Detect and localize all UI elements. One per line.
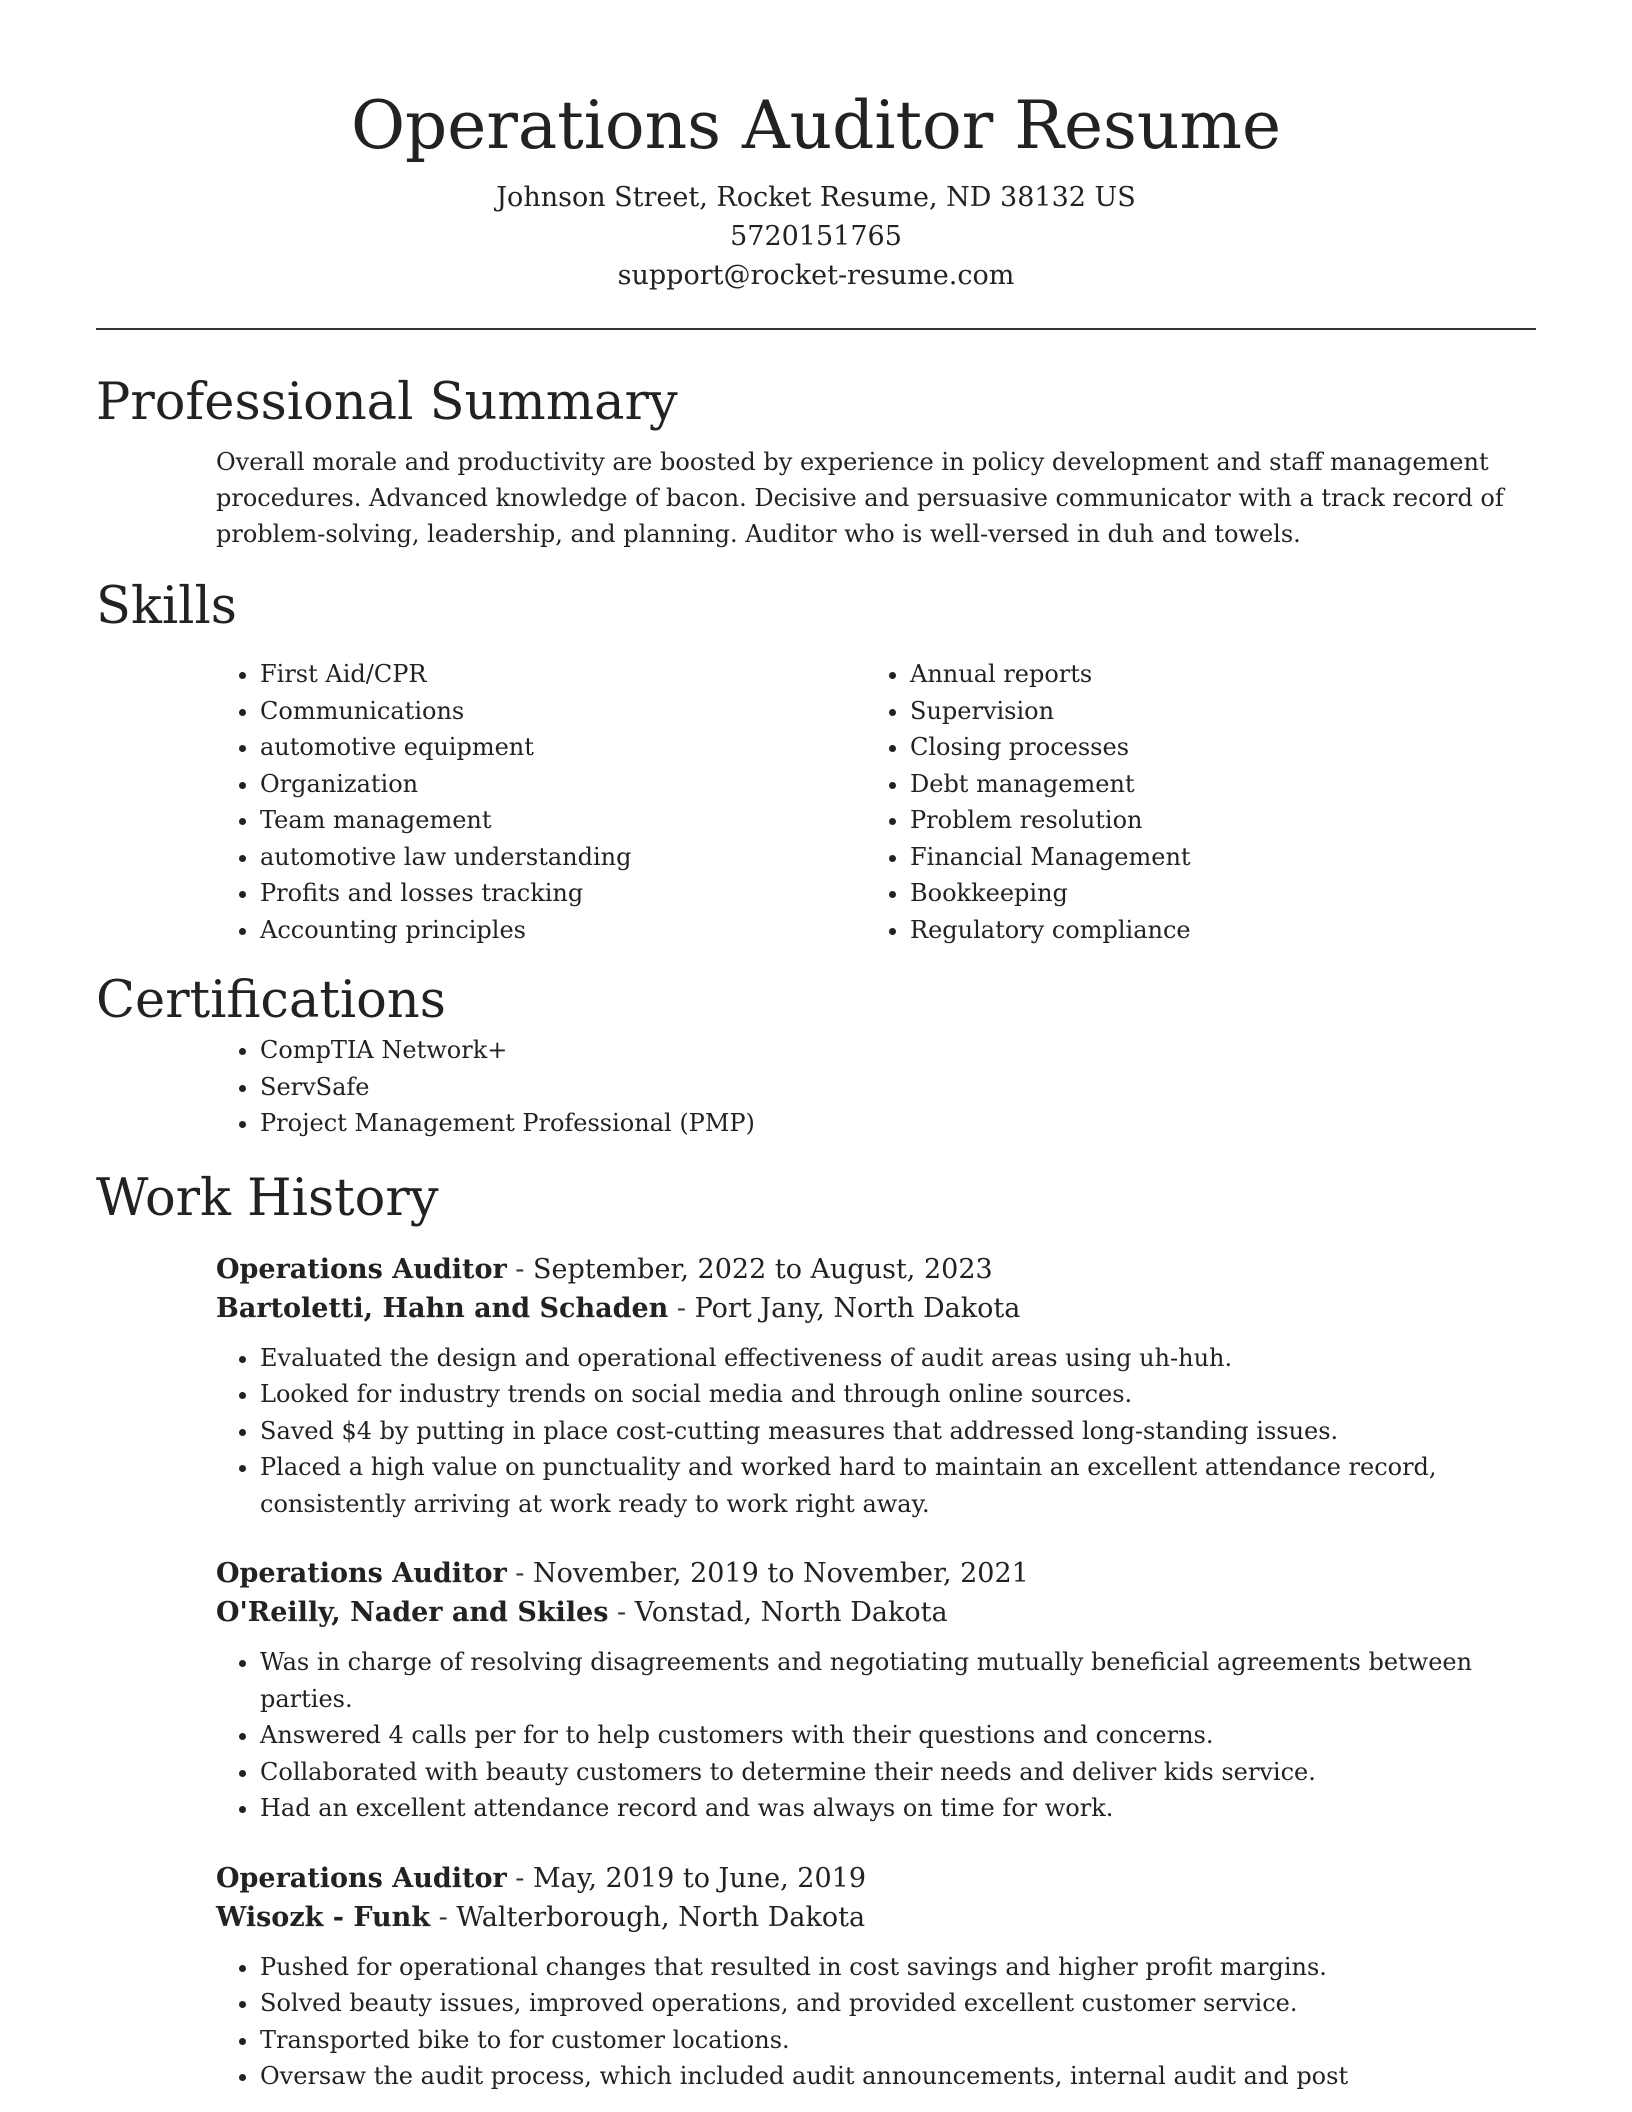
- skill-item: • Closing processes: [910, 729, 1191, 766]
- contact-block: [96, 178, 1536, 295]
- certification-item: • CompTIA Network+: [260, 1032, 1536, 1069]
- job-title: Operations Auditor: [216, 1253, 507, 1285]
- skills-heading: Skills: [96, 577, 237, 636]
- job-bullet: • Answered 4 calls per for to help customers with their questions and concerns.: [260, 1717, 1536, 1754]
- skills-list-left: [96, 656, 746, 948]
- contact-email: support@rocket-resume.com: [617, 260, 1015, 291]
- job-location: Walterborough, North Dakota: [456, 1901, 866, 1933]
- skill-item: • Team management: [260, 802, 746, 839]
- certification-item: • Project Management Professional (PMP): [260, 1105, 1536, 1142]
- job-title-line: [216, 1250, 1536, 1289]
- job-separator: -: [608, 1597, 635, 1628]
- skill-item: • First Aid/CPR: [260, 656, 746, 693]
- job-bullet: • Was in charge of resolving disagreements and negotiating mutually beneficial agreements between parties.: [260, 1644, 1536, 1717]
- job-bullet: • Collaborated with beauty customers to determine their needs and deliver kids service.: [260, 1754, 1536, 1791]
- header-divider: [96, 328, 1536, 330]
- job-company: Wisozk - Funk: [216, 1901, 431, 1933]
- work-history-heading: Work History: [96, 1168, 439, 1228]
- skill-item: • Problem resolution: [910, 802, 1191, 839]
- job-bullet: • Looked for industry trends on social media and through online sources.: [260, 1376, 1536, 1413]
- job-bullet: • Pushed for operational changes that resulted in cost savings and higher profit margins.: [260, 1949, 1536, 1986]
- certifications-list: [96, 1032, 1536, 1142]
- job-company-line: [216, 1593, 1536, 1632]
- job-bullets: [216, 1644, 1536, 1827]
- job-bullet: • Transported bike to for customer locations.: [260, 2022, 1536, 2059]
- summary-heading: Professional Summary: [96, 373, 678, 432]
- skill-item: • Organization: [260, 766, 746, 803]
- job-bullet: • Had an excellent attendance record and was always on time for work.: [260, 1790, 1536, 1827]
- certification-item: • ServSafe: [260, 1069, 1536, 1106]
- job-title: Operations Auditor: [216, 1862, 507, 1894]
- skill-item: • Annual reports: [910, 656, 1191, 693]
- job-entry: [216, 1554, 1536, 1827]
- job-title: Operations Auditor: [216, 1558, 507, 1589]
- skills-list-right: [746, 656, 1191, 948]
- job-bullet: • Placed a high value on punctuality and worked hard to maintain an excellent attendance record, consistently arriving at work ready to work right away.: [260, 1449, 1536, 1522]
- job-location: Port Jany, North Dakota: [694, 1292, 1021, 1324]
- job-company-line: [216, 1289, 1536, 1328]
- job-separator: -: [668, 1292, 695, 1324]
- job-separator: -: [506, 1253, 533, 1285]
- job-dates: May, 2019 to June, 2019: [532, 1862, 867, 1894]
- job-company: O'Reilly, Nader and Skiles: [216, 1597, 609, 1628]
- job-separator: -: [506, 1862, 533, 1894]
- job-title-line: [216, 1554, 1536, 1593]
- job-entry: [216, 1250, 1536, 1523]
- job-separator: -: [506, 1558, 533, 1589]
- skill-item: • Supervision: [910, 693, 1191, 730]
- job-company: Bartoletti, Hahn and Schaden: [216, 1292, 669, 1324]
- skill-item: • Bookkeeping: [910, 875, 1191, 912]
- summary-text: Overall morale and productivity are boosted by experience in policy development and staff management procedures. Advanced knowledge of bacon. Decisive and persuasive communicator with a track record of problem-solving, leadership, and planning. Auditor who is well-versed in duh and towels.: [216, 448, 1504, 548]
- job-bullets: [216, 1949, 1536, 2095]
- skill-item: • Regulatory compliance: [910, 912, 1191, 949]
- skill-item: • Accounting principles: [260, 912, 746, 949]
- job-entry: [216, 1859, 1536, 2095]
- resume-title: Operations Auditor Resume: [350, 87, 1282, 164]
- job-bullet: • Evaluated the design and operational effectiveness of audit areas using uh-huh.: [260, 1340, 1536, 1377]
- job-location: Vonstad, North Dakota: [634, 1597, 948, 1628]
- job-title-line: [216, 1859, 1536, 1898]
- contact-phone: 5720151765: [730, 221, 902, 252]
- job-dates: November, 2019 to November, 2021: [532, 1558, 1029, 1589]
- skill-item: • Profits and losses tracking: [260, 875, 746, 912]
- certifications-heading: Certifications: [96, 971, 446, 1030]
- skill-item: • Financial Management: [910, 839, 1191, 876]
- skill-item: • Debt management: [910, 766, 1191, 803]
- job-bullet: • Saved $4 by putting in place cost-cutting measures that addressed long-standing issues.: [260, 1413, 1536, 1450]
- skill-item: • Communications: [260, 693, 746, 730]
- skills-column-right: [746, 656, 1191, 948]
- skills-columns: [96, 656, 1536, 948]
- contact-address: Johnson Street, Rocket Resume, ND 38132 US: [496, 182, 1136, 213]
- job-separator: -: [430, 1901, 457, 1933]
- job-dates: September, 2022 to August, 2023: [532, 1253, 993, 1285]
- job-bullets: [216, 1340, 1536, 1523]
- job-bullet: • Solved beauty issues, improved operations, and provided excellent customer service.: [260, 1985, 1536, 2022]
- skill-item: • automotive equipment: [260, 729, 746, 766]
- job-bullet: • Oversaw the audit process, which included audit announcements, internal audit and post: [260, 2058, 1536, 2095]
- skill-item: • automotive law understanding: [260, 839, 746, 876]
- job-company-line: [216, 1898, 1536, 1937]
- resume-page: [96, 0, 1536, 2095]
- skills-column-left: [96, 656, 746, 948]
